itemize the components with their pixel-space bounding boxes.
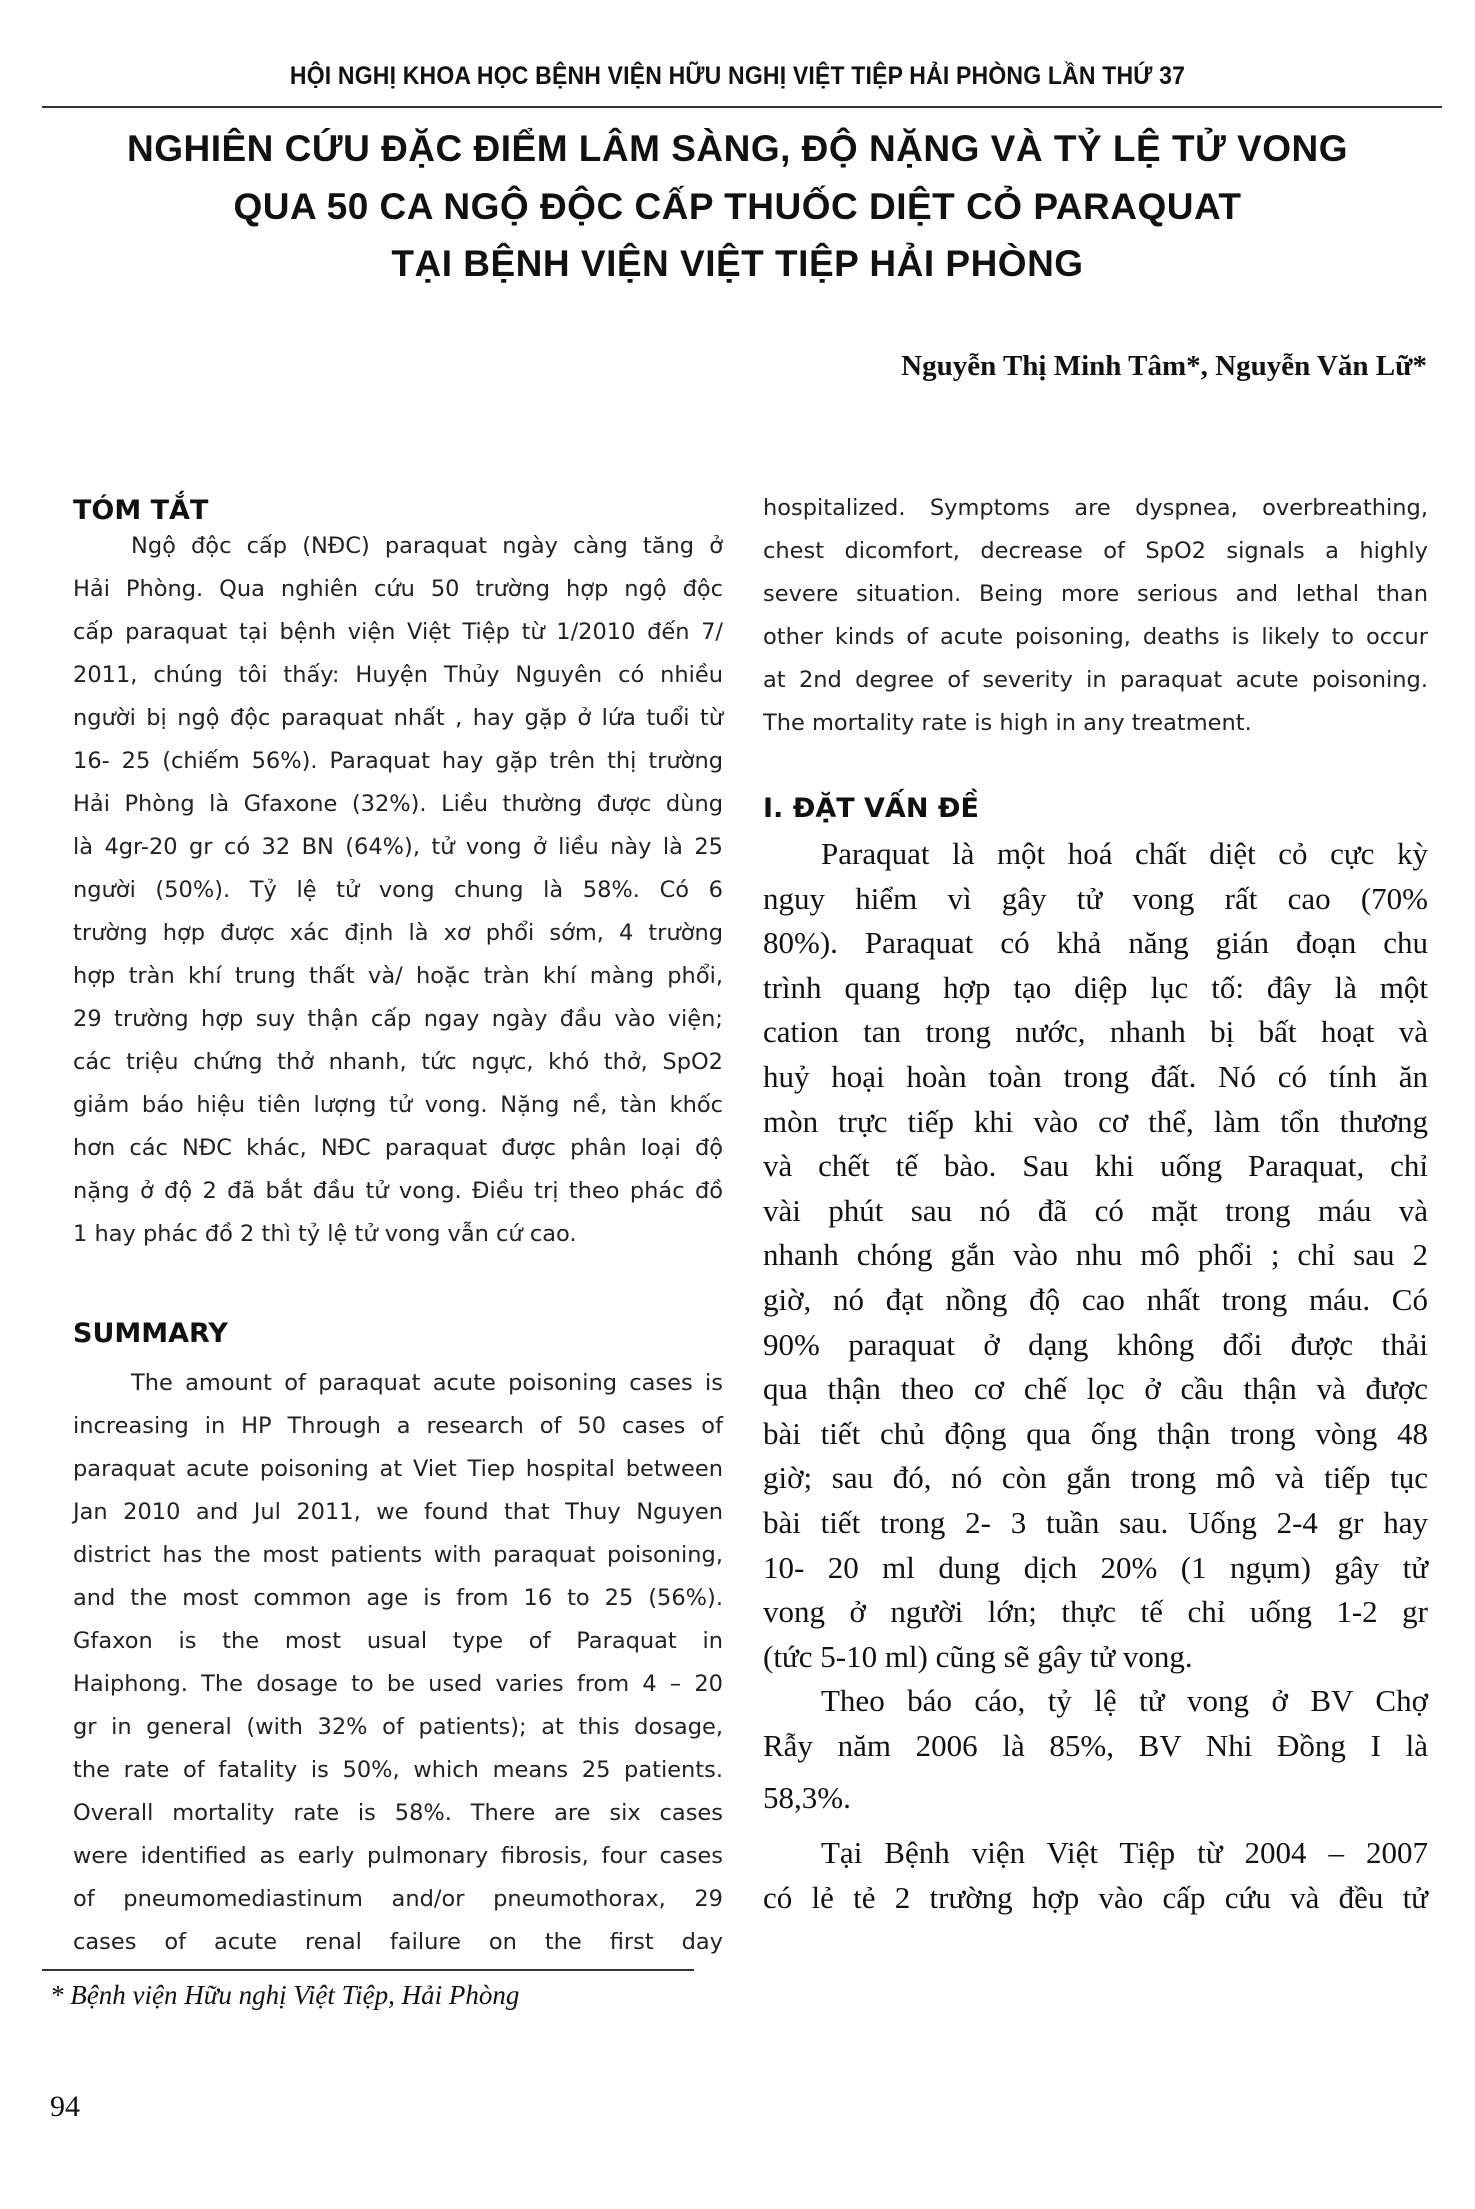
article-title-line-3: TẠI BỆNH VIỆN VIỆT TIỆP HẢI PHÒNG: [391, 243, 1084, 284]
article-title-line-2: QUA 50 CA NGỘ ĐỘC CẤP THUỐC DIỆT CỎ PARAQUAT: [233, 186, 1242, 227]
text-line: hospitalized. Symptoms are dyspnea, overbreathing,: [763, 495, 1428, 521]
text-line: severe situation. Being more serious and lethal than: [763, 581, 1428, 607]
article-title-line-1: NGHIÊN CỨU ĐẶC ĐIỂM LÂM SÀNG, ĐỘ NẶNG VÀ TỶ LỆ TỬ VONG: [126, 128, 1349, 169]
text-line: 90% paraquat ở dạng không đổi được thải: [763, 1326, 1428, 1362]
text-line: The amount of paraquat acute poisoning cases is: [131, 1370, 723, 1396]
text-line: Haiphong. The dosage to be used varies from 4 – 20: [73, 1671, 723, 1697]
text-line: cation tan trong nước, nhanh bị bất hoạt và: [763, 1014, 1428, 1050]
text-line: increasing in HP Through a research of 50 cases of: [73, 1413, 723, 1439]
text-line: là 4gr-20 gr có 32 BN (64%), tử vong ở liều này là 25: [73, 834, 723, 860]
text-line: bài tiết trong 2- 3 tuần sau. Uống 2-4 gr hay: [763, 1504, 1428, 1540]
text-line: Gfaxon is the most usual type of Paraquat in: [73, 1628, 723, 1654]
text-line: người (50%). Tỷ lệ tử vong chung là 58%. Có 6: [73, 877, 723, 903]
text-line: mòn trực tiếp khi vào cơ thể, làm tổn thương: [763, 1103, 1428, 1139]
text-line: nguy hiểm vì gây tử vong rất cao (70%: [763, 880, 1428, 916]
text-line: 58,3%.: [763, 1780, 851, 1816]
text-line: of pneumomediastinum and/or pneumothorax, 29: [73, 1886, 723, 1912]
text-line: 29 trường hợp suy thận cấp ngay ngày đầu vào viện;: [73, 1006, 723, 1032]
text-line: cases of acute renal failure on the first day: [73, 1929, 723, 1955]
text-line: trình quang hợp tạo diệp lục tố: đây là một: [763, 969, 1428, 1005]
text-line: 16- 25 (chiếm 56%). Paraquat hay gặp trên thị trường: [73, 748, 723, 774]
text-line: hợp tràn khí trung thất và/ hoặc tràn khí màng phổi,: [73, 963, 723, 989]
text-line: giảm báo hiệu tiên lượng tử vong. Nặng nề, tàn khốc: [73, 1092, 723, 1118]
text-line: gr in general (with 32% of patients); at this dosage,: [73, 1714, 723, 1740]
text-line: Tại Bệnh viện Việt Tiệp từ 2004 – 2007: [821, 1835, 1428, 1871]
text-line: giờ; sau đó, nó còn gắn trong mô và tiếp tục: [763, 1460, 1428, 1496]
text-line: chest dicomfort, decrease of SpO2 signals a highly: [763, 538, 1428, 564]
text-line: các triệu chứng thở nhanh, tức ngực, khó thở, SpO2: [73, 1049, 723, 1075]
text-line: 80%). Paraquat có khả năng gián đoạn chu: [763, 925, 1428, 961]
text-line: bài tiết chủ động qua ống thận trong vòng 48: [763, 1415, 1428, 1451]
footnote: * Bệnh viện Hữu nghị Việt Tiệp, Hải Phòng: [50, 1980, 520, 2010]
summary-paragraph: [73, 1362, 723, 1964]
text-line: and the most common age is from 16 to 25 (56%).: [73, 1585, 723, 1611]
text-line: huỷ hoại hoàn toàn trong đất. Nó có tính ăn: [763, 1058, 1428, 1094]
authors: Nguyễn Thị Minh Tâm*, Nguyễn Văn Lữ*: [901, 350, 1427, 382]
text-line: vài phút sau nó đã có mặt trong máu và: [763, 1192, 1428, 1228]
heading-tom-tat: TÓM TẮT: [73, 495, 209, 526]
text-line: nhanh chóng gắn vào nhu mô phổi ; chỉ sau 2: [763, 1237, 1428, 1273]
text-line: were identified as early pulmonary fibrosis, four cases: [73, 1843, 723, 1869]
text-line: (tức 5-10 ml) cũng sẽ gây tử vong.: [763, 1638, 1193, 1674]
text-line: Paraquat là một hoá chất diệt cỏ cực kỳ: [821, 836, 1428, 871]
text-line: Hải Phòng là Gfaxone (32%). Liều thường được dùng: [73, 791, 723, 817]
tom-tat-paragraph: [73, 525, 723, 1256]
text-line: trường hợp được xác định là xơ phổi sớm, 4 trường: [73, 920, 723, 946]
text-line: giờ, nó đạt nồng độ cao nhất trong máu. Có: [763, 1281, 1428, 1317]
text-line: Rẫy năm 2006 là 85%, BV Nhi Đồng I là: [763, 1727, 1428, 1763]
page-number: 94: [50, 2090, 80, 2123]
text-line: Theo báo cáo, tỷ lệ tử vong ở BV Chợ: [821, 1683, 1428, 1719]
text-line: at 2nd degree of severity in paraquat acute poisoning.: [763, 667, 1428, 693]
text-line: 10- 20 ml dung dịch 20% (1 ngụm) gây tử: [763, 1549, 1428, 1585]
conference-header: HỘI NGHỊ KHOA HỌC BỆNH VIỆN HỮU NGHỊ VIỆT TIỆP HẢI PHÒNG LẦN THỨ 37: [289, 62, 1186, 90]
text-line: the rate of fatality is 50%, which means 25 patients.: [73, 1757, 723, 1783]
summary-paragraph-continued: [763, 487, 1428, 745]
text-line: The mortality rate is high in any treatment.: [763, 710, 1252, 736]
text-line: nặng ở độ 2 đã bắt đầu tử vong. Điều trị theo phác đồ: [73, 1178, 723, 1204]
text-line: hơn các NĐC khác, NĐC paraquat được phân loại độ: [73, 1135, 723, 1161]
text-line: other kinds of acute poisoning, deaths is likely to occur: [763, 624, 1428, 650]
text-line: Hải Phòng. Qua nghiên cứu 50 trường hợp ngộ độc: [73, 576, 723, 602]
text-line: vong ở người lớn; thực tế chỉ uống 1-2 gr: [763, 1594, 1428, 1630]
text-line: 2011, chúng tôi thấy: Huyện Thủy Nguyên có nhiều: [73, 662, 723, 688]
text-line: và chết tế bào. Sau khi uống Paraquat, chỉ: [763, 1148, 1428, 1184]
text-line: Overall mortality rate is 58%. There are six cases: [73, 1800, 723, 1826]
text-line: người bị ngộ độc paraquat nhất , hay gặp ở lứa tuổi từ: [73, 705, 723, 731]
heading-dat-van-de: I. ĐẶT VẤN ĐỀ: [763, 793, 979, 824]
text-line: district has the most patients with paraquat poisoning,: [73, 1542, 723, 1568]
text-line: Ngộ độc cấp (NĐC) paraquat ngày càng tăng ở: [131, 533, 723, 559]
header-divider: [42, 106, 1442, 108]
heading-summary: SUMMARY: [73, 1318, 228, 1349]
text-line: có lẻ tẻ 2 trường hợp vào cấp cứu và đều tử: [763, 1879, 1428, 1915]
text-line: Jan 2010 and Jul 2011, we found that Thuy Nguyen: [73, 1499, 723, 1525]
text-line: cấp paraquat tại bệnh viện Việt Tiệp từ 1/2010 đến 7/: [73, 619, 723, 645]
text-line: qua thận theo cơ chế lọc ở cầu thận và được: [763, 1371, 1428, 1407]
text-line: paraquat acute poisoning at Viet Tiep hospital between: [73, 1456, 723, 1482]
dat-van-de-body: [763, 832, 1428, 1920]
footnote-divider: [42, 1969, 694, 1971]
text-line: 1 hay phác đồ 2 thì tỷ lệ tử vong vẫn cứ cao.: [73, 1221, 577, 1247]
